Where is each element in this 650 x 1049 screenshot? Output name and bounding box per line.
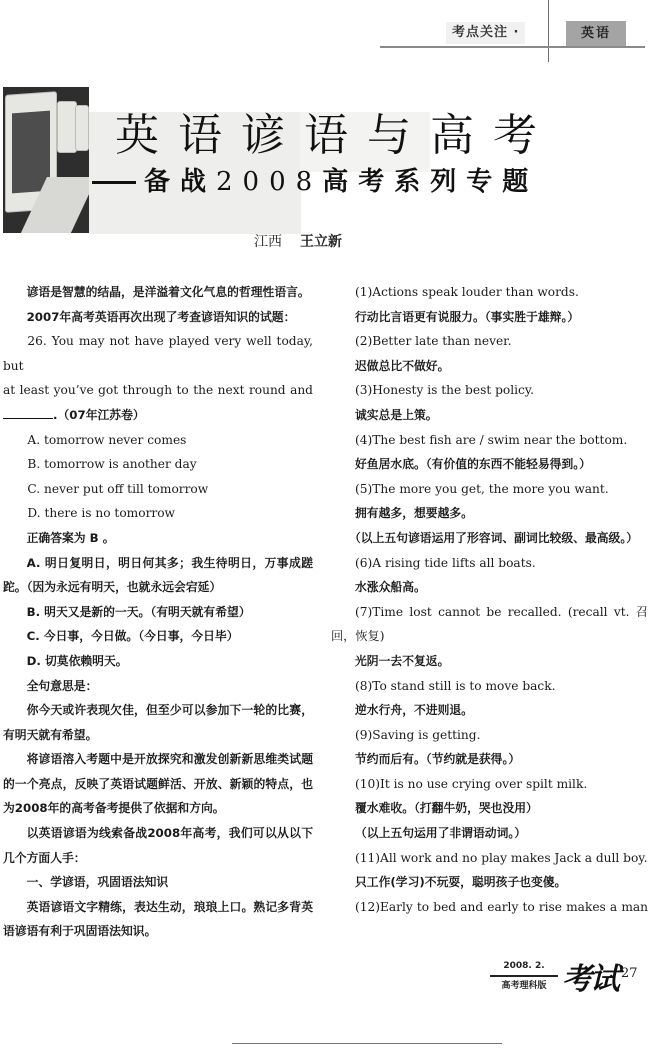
proverb-10-en: (10)It is no use crying over spilt milk. — [355, 776, 588, 791]
option-a: A. tomorrow never comes — [27, 432, 187, 447]
grammar-note-2: （以上五句运用了非谓语动词。） — [355, 826, 527, 841]
proverb-3-en: (3)Honesty is the best policy. — [355, 383, 535, 398]
issue-date: 2008. 2. — [503, 961, 545, 971]
explanation-c: C. 今日事，今日做。（今日事，今日毕） — [26, 629, 239, 644]
proverb-6-cn: 水涨众船高。 — [355, 580, 426, 595]
subtitle-dash — [92, 181, 136, 184]
proverb-5-en: (5)The more you get, the more you want. — [355, 481, 609, 496]
subject-tab: 英语 — [566, 21, 626, 46]
question-line-2: at least you’ve got through to the next round and — [3, 383, 313, 398]
paragraph-3: 英语谚语文字精练，表达生动，琅琅上口。熟记多背英语谚语有利于巩固语法知识。 — [3, 899, 313, 939]
proverb-8-en: (8)To stand still is to move back. — [355, 678, 556, 693]
proverb-8-cn: 逆水行舟，不进则退。 — [355, 703, 473, 718]
paragraph-2: 以英语谚语为线索备战2008年高考，我们可以从以下几个方面人手： — [3, 826, 313, 865]
header-divider-vertical — [548, 0, 549, 62]
exam-intro: 2007年高考英语再次出现了考查谚语知识的试题： — [26, 309, 296, 324]
article-title: 英语谚语与高考 — [115, 110, 556, 161]
answer-blank — [3, 407, 53, 419]
computer-photo — [3, 87, 89, 233]
proverb-6-en: (6)A rising tide lifts all boats. — [355, 555, 536, 570]
magazine-logo: 考试 — [562, 962, 618, 997]
article-subtitle — [92, 166, 538, 198]
meaning-text: 你今天或许表现欠佳，但至少可以参加下一轮的比赛，有明天就有希望。 — [3, 703, 313, 742]
explanation-b: B. 明天又是新的一天。（有明天就有希望） — [26, 604, 251, 619]
question-line-1: 26. You may not have played very well today, but — [3, 334, 313, 373]
section-heading: 一、学谚语，巩固语法知识 — [26, 875, 169, 890]
subtitle-prefix: 备战 — [144, 167, 217, 197]
intro-paragraph: 谚语是智慧的结晶，是洋溢着文化气息的哲理性语言。 — [26, 285, 310, 299]
meaning-label: 全句意思是： — [26, 678, 98, 693]
right-column — [331, 280, 648, 919]
proverb-1-en: (1)Actions speak louder than words. — [355, 285, 579, 299]
explanation-d: D. 切莫依赖明天。 — [26, 653, 128, 668]
proverb-7-cn: 光阴一去不复返。 — [355, 653, 450, 668]
edition-label: 高考理科版 — [501, 981, 547, 991]
proverb-3-cn: 诚实总是上策。 — [355, 407, 438, 422]
option-d: D. there is no tomorrow — [27, 506, 175, 521]
proverb-12-en: (12)Early to bed and early to rise makes a man — [355, 899, 648, 914]
paragraph-1: 将谚语溶入考题中是开放探究和激发创新新思维类试题的一个亮点，反映了英语试题鲜活、开放、新颖的特点，也为2008年的高考备考提供了依据和方向。 — [3, 752, 313, 816]
subtitle-suffix: 高考系列专题 — [322, 167, 539, 197]
left-column — [3, 280, 313, 944]
footer-rule — [490, 975, 558, 977]
proverb-2-cn: 迟做总比不做好。 — [355, 358, 450, 373]
question-source: .（07年江苏卷） — [53, 407, 145, 422]
proverb-11-cn: 只工作(学习)不玩耍，聪明孩子也变傻。 — [355, 875, 567, 890]
proverb-10-cn: 覆水难收。（打翻牛奶，哭也没用） — [355, 801, 538, 816]
proverb-9-en: (9)Saving is getting. — [355, 727, 481, 742]
header-rule — [380, 46, 645, 48]
bottom-rule — [232, 1043, 502, 1044]
question-line-3 — [3, 403, 313, 428]
byline — [254, 231, 342, 251]
author-name: 王立新 — [300, 234, 342, 250]
proverb-5-cn: 拥有越多，想要越多。 — [355, 506, 473, 521]
proverb-4-en: (4)The best fish are / swim near the bottom. — [355, 432, 628, 447]
explanation-a: A. 明日复明日，明日何其多；我生待明日，万事成蹉跎。（因为永远有明天，也就永远会宕延） — [3, 555, 313, 595]
page-number: 27 — [621, 966, 638, 981]
option-c: C. never put off till tomorrow — [27, 481, 209, 496]
author-region: 江西 — [254, 234, 282, 250]
proverb-9-cn: 节约而后有。（节约就是获得。） — [355, 752, 521, 767]
proverb-11-en: (11)All work and no play makes Jack a dull boy. — [355, 850, 648, 865]
proverb-7-en: (7)Time lost cannot be recalled. (recall vt. 召回，恢复) — [331, 604, 648, 644]
section-label: 考点关注 · — [446, 22, 525, 44]
subtitle-year: 2008 — [216, 167, 323, 197]
option-b: B. tomorrow is another day — [27, 457, 197, 472]
proverb-4-cn: 好鱼居水底。（有价值的东西不能轻易得到。） — [355, 457, 591, 472]
proverb-2-en: (2)Better late than never. — [355, 334, 512, 349]
correct-answer: 正确答案为 B 。 — [26, 530, 115, 545]
proverb-1-cn: 行动比言语更有说服力。（事实胜于雄辩。） — [355, 309, 580, 324]
grammar-note-1: （以上五句谚语运用了形容词、副词比较级、最高级。） — [349, 530, 639, 545]
